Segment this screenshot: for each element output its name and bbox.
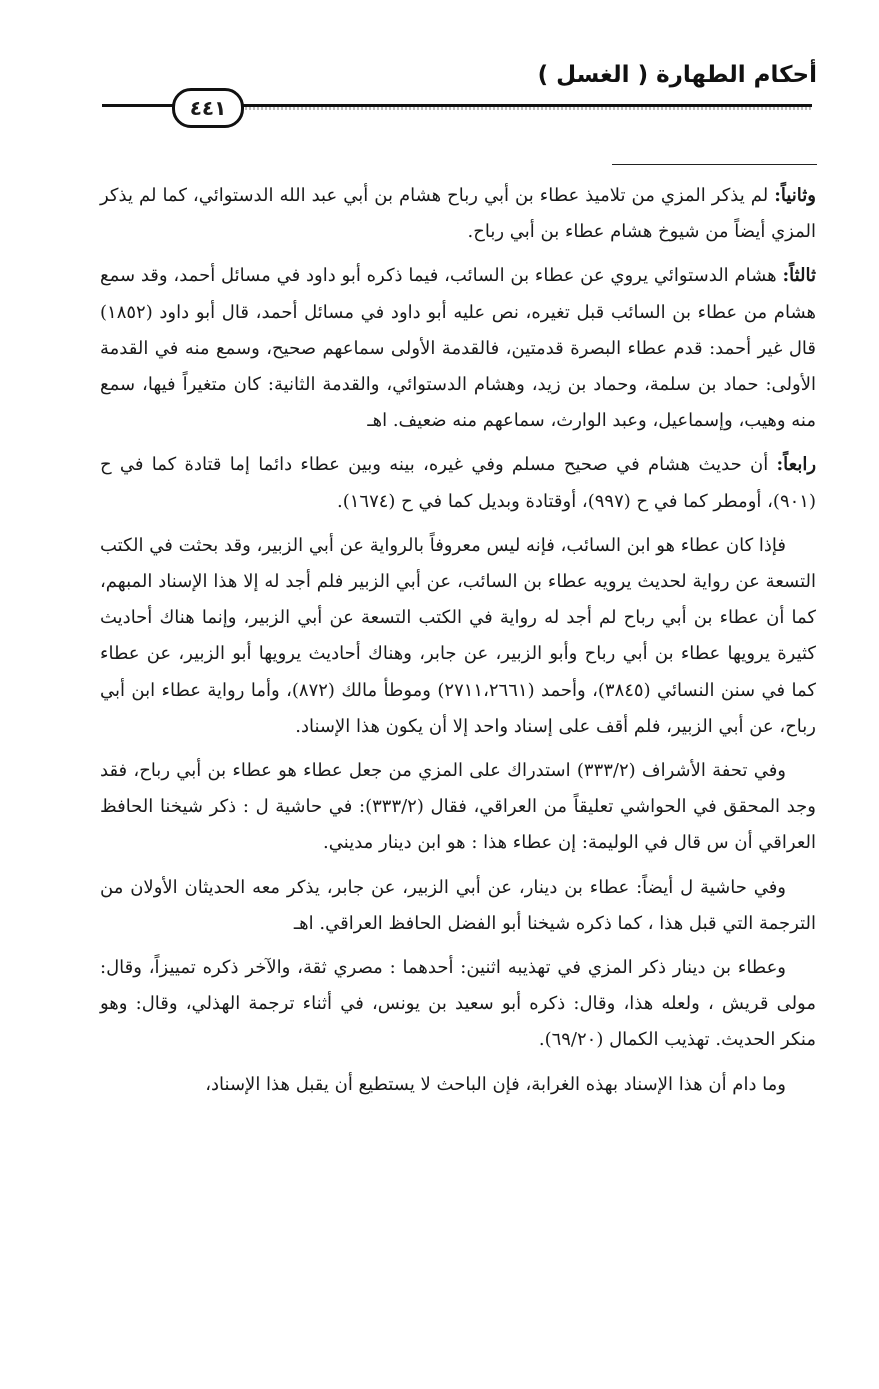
page-number: ٤٤١ xyxy=(172,88,244,128)
paragraph-ibn-alsaib xyxy=(100,528,816,745)
paragraph-label: رابعاً: xyxy=(776,454,817,476)
paragraph-fourth xyxy=(100,447,816,519)
paragraph-text: وعطاء بن دينار ذكر المزي في تهذيبه اثنين: أحدهما : مصري ثقة، والآخر ذكره تمييزاً، وقال: مولى قريش ، ولعله هذا، وقال: ذكره أبو سعيد بن يونس، في أثناء ترجمة الهذلي، وقال: وهو منكر الحديث. تهذيب الكمال (٦٩/٢٠). xyxy=(100,957,816,1051)
paragraph-text: وما دام أن هذا الإسناد بهذه الغرابة، فإن الباحث لا يستطيع أن يقبل هذا الإسناد، xyxy=(205,1073,786,1095)
header-rule-shade xyxy=(245,107,812,110)
paragraph-ata-ibn-dinar xyxy=(100,950,816,1059)
paragraph-text: فإذا كان عطاء هو ابن السائب، فإنه ليس معروفاً بالرواية عن أبي الزبير، وقد بحثت في الكتب التسعة عن رواية لحديث يرويه عطاء بن السائب، عن أبي الزبير فلم أجد له إلا هذا الإسناد المبهم، كما أن عطاء بن أبي رباح لم أجد له رواية في الكتب التسعة عن أبي الزبير، وإنما هناك أحاديث كثيرة يرويها عطاء بن أبي رباح وأبو الزبير، عن جابر، وهناك أحاديث يرويها أبو الزبير، عن عطاء كما في سنن النسائي (٣٨٤٥)، وأحمد (٢٧١١،٢٦٦١) وموطأ مالك (٨٧٢)، وأما رواية عطاء ابن أبي رباح، عن أبي الزبير، فلم أقف على إسناد واحد إلا أن يكون هذا الإسناد. xyxy=(100,534,816,737)
paragraph-label: وثانياً: xyxy=(774,185,816,206)
paragraph-tuhfat-alashraf xyxy=(100,753,816,862)
paragraph-text: وفي تحفة الأشراف (٣٣٣/٢) استدراك على المزي من جعل عطاء هو عطاء بن أبي رباح، فقد وجد المحقق في الحواشي تعليقاً من العراقي، فقال (٣٣٣/٢): في حاشية ل : ذكر شيخنا الحافظ العراقي أن س قال في الوليمة: إن عطاء هذا : هو ابن دينار مديني. xyxy=(100,760,816,854)
paragraph-text: هشام الدستوائي يروي عن عطاء بن السائب، فيما ذكره أبو داود في مسائل أحمد، وقد سمع هشام من عطاء بن السائب قبل تغيره، نص عليه أبو داود في مسائل أحمد، قال أبو داود (١٨٥٢) قال غير أحمد: قدم عطاء البصرة قدمتين، فالقدمة الأولى سماعهم صحيح، وسمع منه في القدمة الأولى: حماد بن سلمة، وحماد بن زيد، وهشام الدستوائي، والقدمة الثانية: كان متغيراً فيها، سمع منه وهيب، وإسماعيل، وعبد الوارث، سماعهم منه ضعيف. اهـ xyxy=(100,265,816,432)
paragraph-hashiya xyxy=(100,870,816,942)
paragraph-conclusion xyxy=(100,1067,816,1103)
paragraph-third xyxy=(100,258,816,439)
paragraph-text: لم يذكر المزي من تلاميذ عطاء بن أبي رباح هشام بن أبي عبد الله الدستوائي، كما لم يذكر المزي أيضاً من شيوخ هشام عطاء بن أبي رباح. xyxy=(100,185,816,243)
paragraph-text: وفي حاشية ل أيضاً: عطاء بن دينار، عن أبي الزبير، عن جابر، يذكر معه الحديثان الأولان من الترجمة التي قبل هذا ، كما ذكره شيخنا أبو الفضل الحافظ العراقي. اهـ xyxy=(100,876,816,934)
paragraph-second xyxy=(100,178,816,250)
header-title: أحكام الطهارة ( الغسل ) xyxy=(537,62,817,88)
body-text xyxy=(100,178,816,1103)
paragraph-text: أن حديث هشام في صحيح مسلم وفي غيره، بينه وبين عطاء دائما إما قتادة كما في ح (٩٠١)، أومطر كما في ح (٩٩٧)، أوقتادة وبديل كما في ح (١٦٧٤). xyxy=(100,454,816,512)
section-separator xyxy=(612,164,817,165)
paragraph-label: ثالثاً: xyxy=(782,265,816,287)
